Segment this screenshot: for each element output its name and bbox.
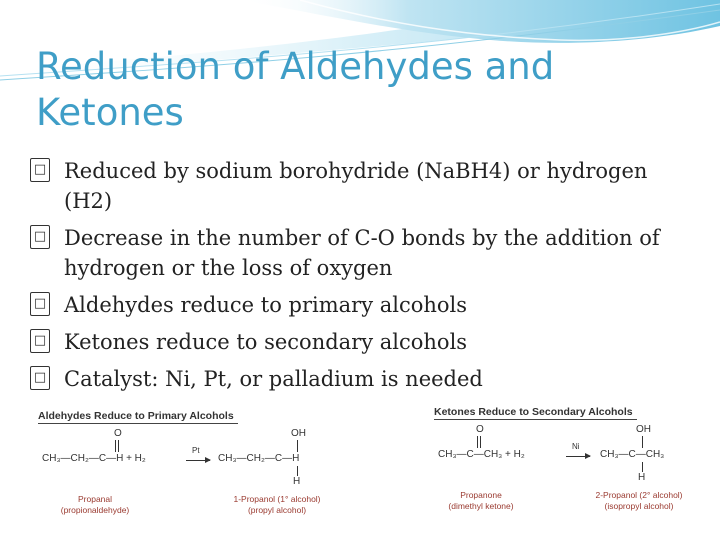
reactant-common-name: (dimethyl ketone) <box>448 501 514 511</box>
bullet-text: Ketones reduce to secondary alcohols <box>64 330 468 354</box>
bullet-text: Aldehydes reduce to primary alcohols <box>64 293 468 317</box>
single-bond <box>642 462 643 472</box>
reactant-carbonyl-oxygen: O <box>114 428 122 439</box>
reactant-carbonyl-oxygen: O <box>476 424 484 435</box>
bullet-marker-icon: □ <box>30 329 50 353</box>
product-name: 2-Propanol (2° alcohol) <box>595 490 683 500</box>
bullet-text: Catalyst: Ni, Pt, or palladium is needed <box>64 367 483 391</box>
ketone-reaction-figure <box>432 402 698 520</box>
bullet-item <box>30 290 700 320</box>
bullet-marker-icon: □ <box>30 158 50 182</box>
double-bond <box>477 436 481 448</box>
product-formula: CH₃—C—CH₃ <box>600 449 665 460</box>
bullet-text: Decrease in the number of C-O bonds by the addition of hydrogen or the loss of oxygen <box>64 226 660 280</box>
catalyst-label: Pt <box>192 446 200 455</box>
product-hydrogen: H <box>638 472 646 483</box>
product-common-name: (isopropyl alcohol) <box>604 501 674 511</box>
bullet-item <box>30 364 700 394</box>
catalyst-label: Ni <box>572 442 580 451</box>
bullet-marker-icon: □ <box>30 225 50 249</box>
double-bond <box>115 440 119 452</box>
bullet-item <box>30 327 700 357</box>
bullet-list <box>30 156 700 401</box>
slide-title: Reduction of Aldehydes and Ketones <box>36 45 555 134</box>
reactant-name: Propanone <box>460 490 502 500</box>
single-bond <box>297 466 298 476</box>
product-hydroxyl: OH <box>636 424 651 435</box>
bullet-item <box>30 156 700 216</box>
product-hydrogen: H <box>293 476 301 487</box>
product-hydroxyl: OH <box>291 428 306 439</box>
bullet-marker-icon: □ <box>30 292 50 316</box>
reaction-arrow <box>186 460 210 461</box>
product-common-name: (propyl alcohol) <box>247 505 307 515</box>
single-bond <box>642 436 643 448</box>
reactant-common-name: (propionaldehyde) <box>60 505 130 515</box>
aldehyde-reaction-heading: Aldehydes Reduce to Primary Alcohols <box>38 410 234 422</box>
single-bond <box>297 440 298 452</box>
ketone-reaction-heading: Ketones Reduce to Secondary Alcohols <box>434 406 633 418</box>
reactant-formula: CH₃—C—CH₃ + H₂ <box>438 449 525 460</box>
bullet-marker-icon: □ <box>30 366 50 390</box>
bullet-item <box>30 223 700 283</box>
reactant-name: Propanal <box>77 494 113 504</box>
reactant-formula: CH₃—CH₂—C—H + H₂ <box>42 453 146 464</box>
reaction-arrow <box>566 456 590 457</box>
product-name: 1-Propanol (1° alcohol) <box>233 494 321 504</box>
aldehyde-reaction-figure <box>36 406 332 520</box>
product-formula: CH₃—CH₂—C—H <box>218 453 300 464</box>
bullet-text: Reduced by sodium borohydride (NaBH4) or hydrogen (H2) <box>64 159 648 213</box>
